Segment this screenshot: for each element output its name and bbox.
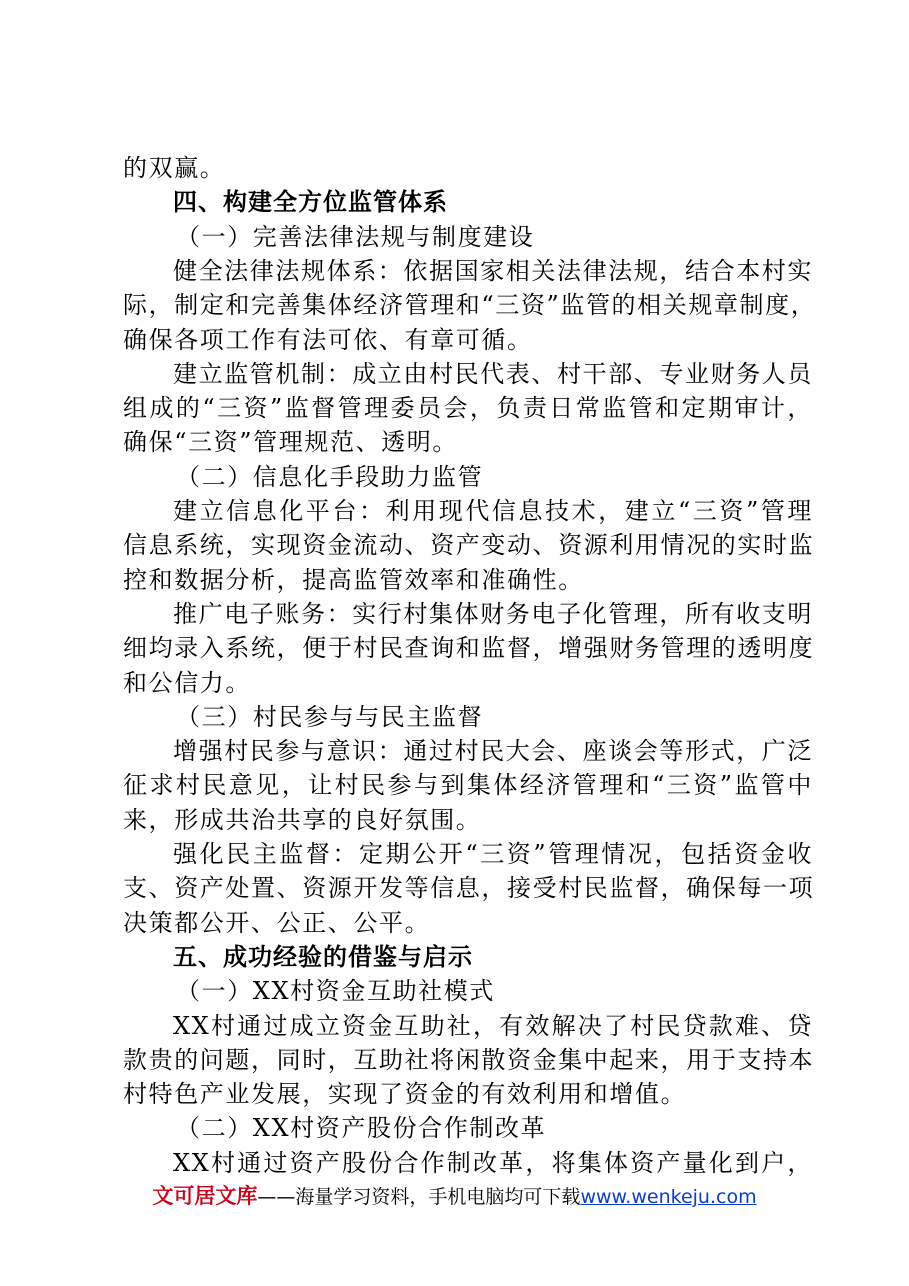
paragraph-line: 征求村民意见，让村民参与到集体经济管理和“三资”监管中 [123, 771, 813, 800]
paragraph-last-line: 的双赢。 [123, 154, 226, 182]
paragraph-last-line: 确保“三资”管理规范、透明。 [123, 428, 458, 457]
paragraph-last-line: 村特色产业发展，实现了资金的有效利用和增值。 [123, 1080, 687, 1109]
paragraph-last-line: 来，形成共治共享的良好氛围。 [123, 805, 482, 834]
paragraph-first-line: 强化民主监督：定期公开“三资”管理情况，包括资金收 [173, 840, 813, 868]
footer-tagline: ——海量学习资料，手机电脑均可下载 [257, 1186, 581, 1208]
subsection-heading: （二）信息化手段助力监管 [176, 462, 484, 491]
paragraph-line: 款贵的问题，同时，互助社将闲散资金集中起来，用于支持本 [123, 1045, 815, 1074]
section-heading: 四、构建全方位监管体系 [173, 188, 448, 217]
paragraph-first-line: 健全法律法规体系：依据国家相关法律法规，结合本村实 [173, 256, 813, 285]
paragraph-line: 信息系统，实现资金流动、资产变动、资源利用情况的实时监 [123, 531, 815, 560]
paragraph-last-line: 确保各项工作有法可依、有章可循。 [123, 325, 533, 354]
paragraph-last-line: 和公信力。 [123, 668, 251, 697]
footer-brand: 文可居文库 [152, 1184, 258, 1208]
paragraph-first-line: XX村通过成立资金互助社，有效解决了村民贷款难、贷 [173, 1011, 813, 1040]
paragraph-first-line: 建立监管机制：成立由村民代表、村干部、专业财务人员 [173, 359, 813, 388]
footer-watermark [0, 1180, 909, 1210]
paragraph-first-line: 建立信息化平台：利用现代信息技术，建立“三资”管理 [173, 497, 813, 525]
subsection-heading: （二）XX村资产股份合作制改革 [176, 1114, 547, 1143]
paragraph-line: 细均录入系统，便于村民查询和监督，增强财务管理的透明度 [123, 634, 815, 663]
footer-link[interactable]: www.wenkeju.com [580, 1186, 757, 1208]
paragraph-first-line: 增强村民参与意识：通过村民大会、座谈会等形式，广泛 [173, 737, 813, 766]
paragraph-line: 组成的“三资”监督管理委员会，负责日常监管和定期审计， [123, 394, 813, 423]
paragraph-first-line: XX村通过资产股份合作制改革，将集体资产量化到户， [173, 1148, 813, 1177]
paragraph-line: 际，制定和完善集体经济管理和“三资”监管的相关规章制度， [123, 291, 817, 320]
subsection-heading: （一）XX村资金互助社模式 [176, 977, 495, 1006]
paragraph-first-line: 推广电子账务：实行村集体财务电子化管理，所有收支明 [173, 599, 813, 628]
paragraph-line: 支、资产处置、资源开发等信息，接受村民监督，确保每一项 [123, 874, 815, 903]
paragraph-last-line: 控和数据分析，提高监管效率和准确性。 [123, 565, 584, 594]
subsection-heading: （一）完善法律法规与制度建设 [176, 222, 535, 251]
subsection-heading: （三）村民参与与民主监督 [176, 702, 484, 731]
paragraph-last-line: 决策都公开、公正、公平。 [123, 908, 431, 937]
section-heading: 五、成功经验的借鉴与启示 [173, 942, 473, 971]
